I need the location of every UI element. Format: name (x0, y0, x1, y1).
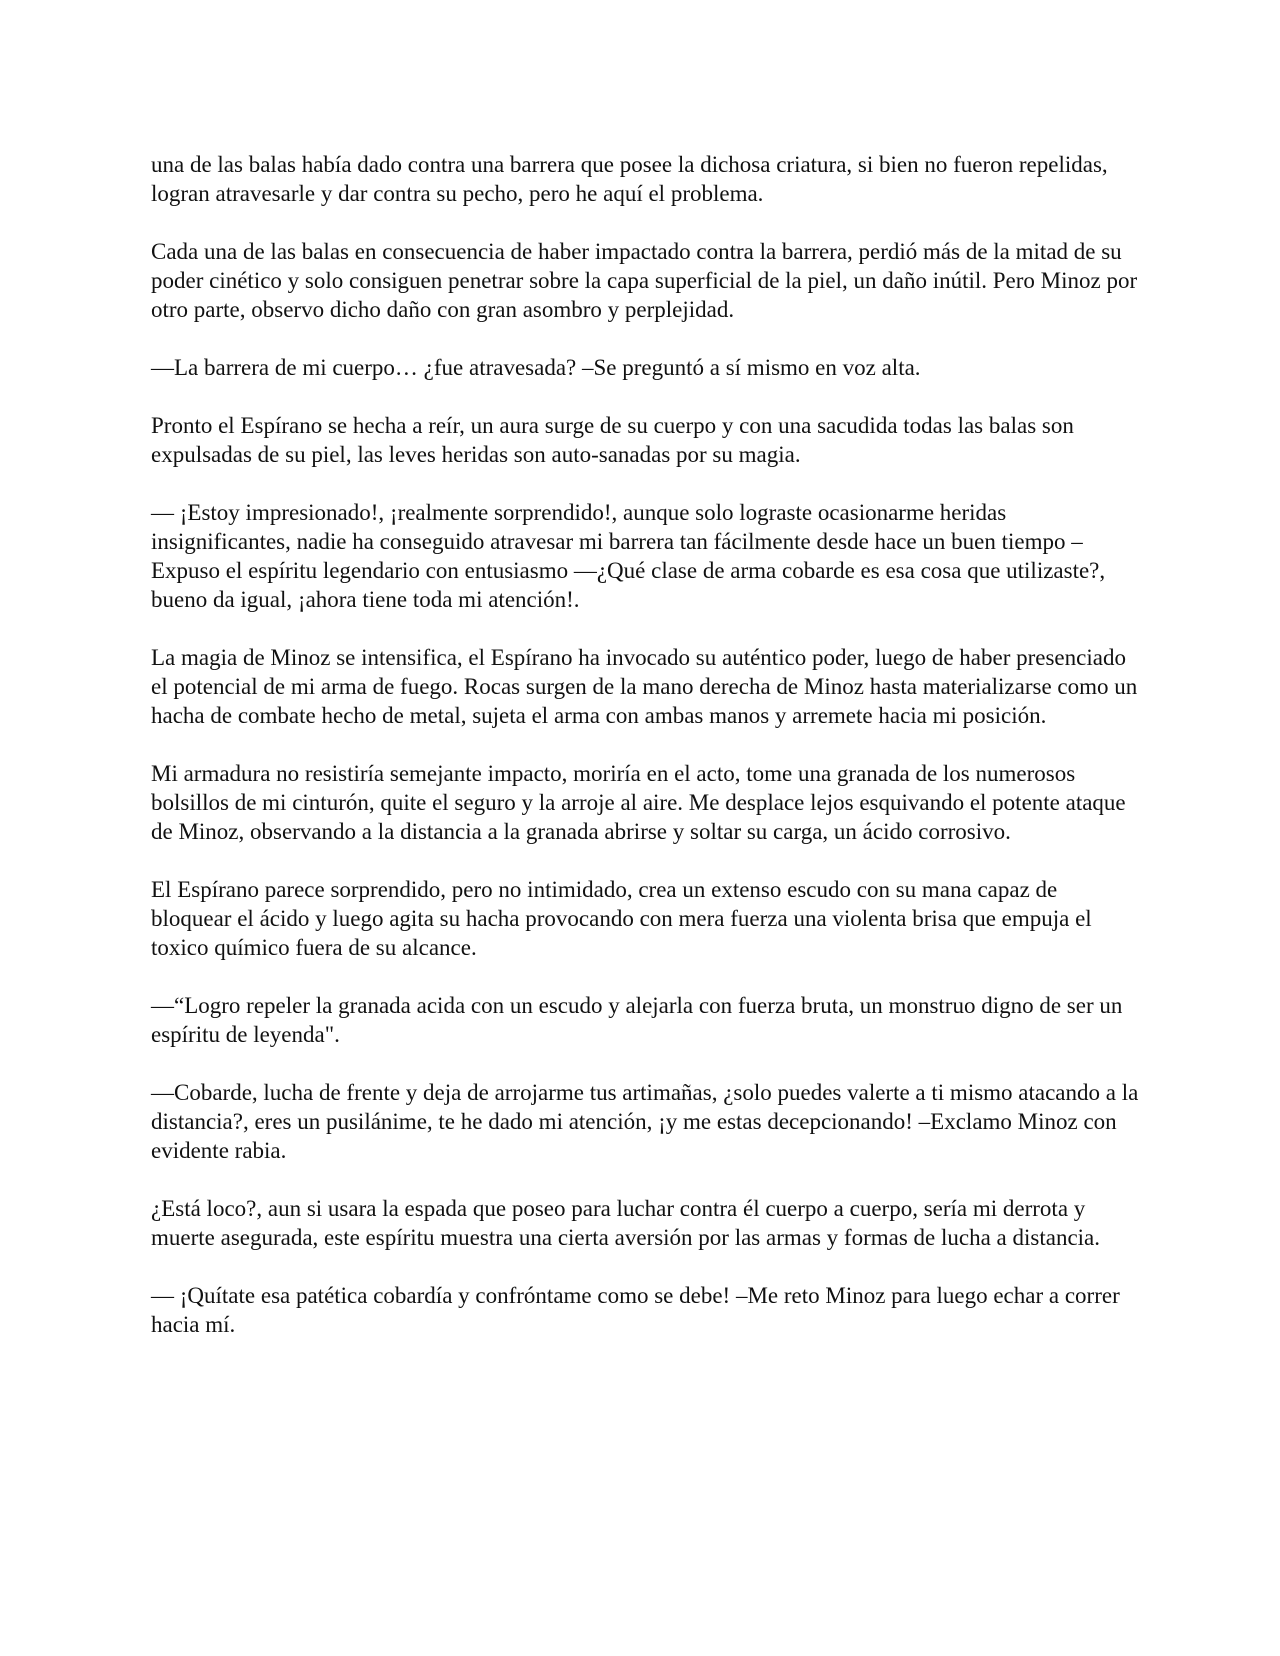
paragraph-8: El Espírano parece sorprendido, pero no intimidado, crea un extenso escudo con su mana capaz de bloquear el ácido y luego agita su hacha provocando con mera fuerza una violenta brisa que empuja el toxico químico fuera de su alcance. (151, 877, 1092, 960)
paragraph-6: La magia de Minoz se intensifica, el Espírano ha invocado su auténtico poder, luego de haber presenciado el potencial de mi arma de fuego. Rocas surgen de la mano derecha de Minoz hasta materializarse como un hacha de combate hecho de metal, sujeta el arma con ambas manos y arremete hacia mi posición. (151, 645, 1138, 728)
paragraph-9: —“Logro repeler la granada acida con un escudo y alejarla con fuerza bruta, un monstruo digno de ser un espíritu de leyenda". (151, 993, 1123, 1047)
paragraph-4: Pronto el Espírano se hecha a reír, un aura surge de su cuerpo y con una sacudida todas las balas son expulsadas de su piel, las leves heridas son auto-sanadas por su magia. (151, 413, 1074, 467)
paragraph-7: Mi armadura no resistiría semejante impacto, moriría en el acto, tome una granada de los numerosos bolsillos de mi cinturón, quite el seguro y la arroje al aire. Me desplace lejos esquivando el potente ataque de Minoz, observando a la distancia a la granada abrirse y soltar su carga, un ácido corrosivo. (151, 761, 1126, 844)
paragraph-1: una de las balas había dado contra una barrera que posee la dichosa criatura, si bien no fueron repelidas, logran atravesarle y dar contra su pecho, pero he aquí el problema. (151, 152, 1108, 206)
document-page (151, 150, 1141, 1368)
paragraph-2: Cada una de las balas en consecuencia de haber impactado contra la barrera, perdió más de la mitad de su poder cinético y solo consiguen penetrar sobre la capa superficial de la piel, un daño inútil. Pero Minoz por otro parte, observo dicho daño con gran asombro y perplejidad. (151, 239, 1138, 322)
paragraph-11: ¿Está loco?, aun si usara la espada que poseo para luchar contra él cuerpo a cuerpo, sería mi derrota y muerte asegurada, este espíritu muestra una cierta aversión por las armas y formas de lucha a distancia. (151, 1196, 1101, 1250)
paragraph-5: — ¡Estoy impresionado!, ¡realmente sorprendido!, aunque solo lograste ocasionarme heridas insignificantes, nadie ha conseguido atravesar mi barrera tan fácilmente desde hace un buen tiempo –Expuso el espíritu legendario con entusiasmo —¿Qué clase de arma cobarde es esa cosa que utilizaste?, bueno da igual, ¡ahora tiene toda mi atención!. (151, 500, 1106, 612)
paragraph-3: —La barrera de mi cuerpo… ¿fue atravesada? –Se preguntó a sí mismo en voz alta. (151, 355, 921, 380)
paragraph-10: —Cobarde, lucha de frente y deja de arrojarme tus artimañas, ¿solo puedes valerte a ti mismo atacando a la distancia?, eres un pusilánime, te he dado mi atención, ¡y me estas decepcionando! –Exclamo Minoz con evidente rabia. (151, 1080, 1139, 1163)
paragraph-12: — ¡Quítate esa patética cobardía y confróntame como se debe! –Me reto Minoz para luego echar a correr hacia mí. (151, 1283, 1120, 1337)
